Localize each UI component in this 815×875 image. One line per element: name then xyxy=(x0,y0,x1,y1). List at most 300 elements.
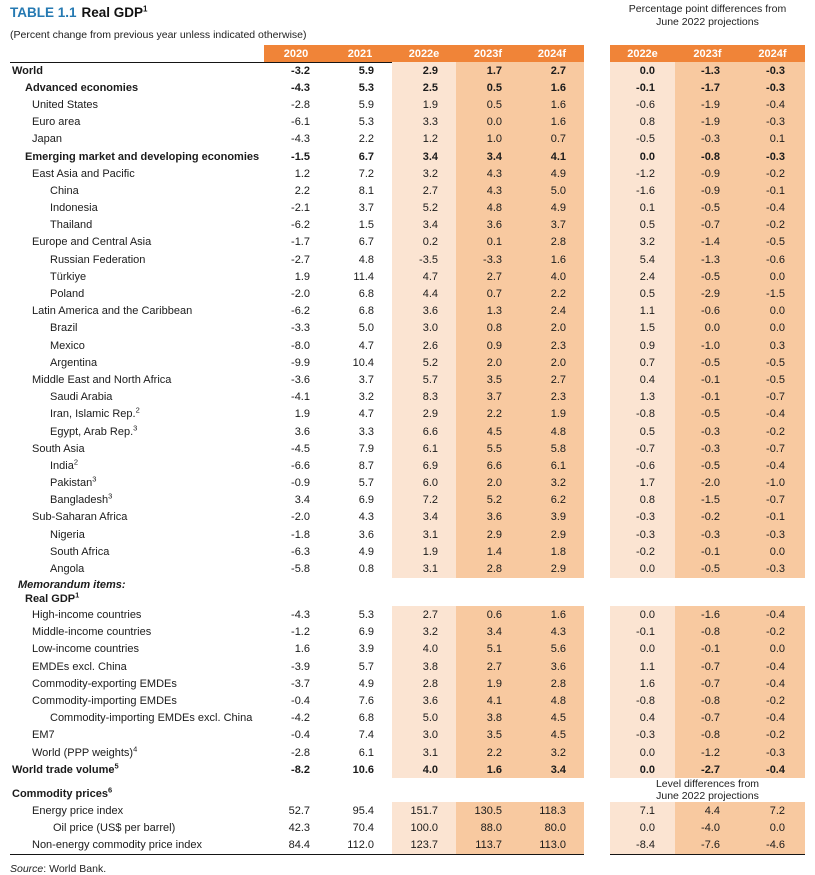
gdp-value-cell: -2.0 xyxy=(291,511,310,524)
gdp-value-cell: -2.8 xyxy=(291,746,310,759)
gdp-value-cell: 6.8 xyxy=(358,712,374,725)
table-row xyxy=(10,131,815,148)
diff-value-cell: -0.7 xyxy=(740,389,805,406)
diff-value-cell: -0.3 xyxy=(610,526,675,543)
gdp-value-cell: 3.9 xyxy=(358,643,374,656)
diff-value-cell: -0.3 xyxy=(740,560,805,577)
gdp-value-cell: 6.0 xyxy=(392,475,456,492)
row-label: EM7 xyxy=(32,729,55,742)
gdp-value-cell: 0.2 xyxy=(392,234,456,251)
diff-value-cell: 0.7 xyxy=(610,354,675,371)
diff-value-cell: -0.5 xyxy=(740,371,805,388)
table-row xyxy=(10,837,815,854)
gdp-value-cell: 6.2 xyxy=(520,492,584,509)
diff-value-cell: 0.3 xyxy=(740,337,805,354)
gdp-value-cell: 4.1 xyxy=(456,692,520,709)
gdp-value-cell: 2.7 xyxy=(392,182,456,199)
gdp-value-cell: 4.3 xyxy=(358,511,374,524)
diff-value-cell: -0.4 xyxy=(740,658,805,675)
table-row xyxy=(10,475,815,492)
gdp-value-cell: 3.5 xyxy=(456,727,520,744)
gdp-value-cell: 1.0 xyxy=(456,131,520,148)
row-label: Non-energy commodity price index xyxy=(32,839,202,852)
row-label: Commodity-exporting EMDEs xyxy=(32,677,177,690)
footnote-marker: 1 xyxy=(75,590,80,600)
gdp-value-cell: 11.4 xyxy=(353,270,374,283)
diff-value-cell: -0.4 xyxy=(740,457,805,474)
gdp-value-cell: 5.7 xyxy=(392,371,456,388)
panel-gap xyxy=(584,560,610,577)
row-label: Indonesia xyxy=(50,202,98,215)
panel-gap xyxy=(584,641,610,658)
gdp-value-cell: 7.6 xyxy=(358,694,374,707)
row-label: Japan xyxy=(32,133,62,146)
table-row xyxy=(10,114,815,131)
table-row xyxy=(10,624,815,641)
diff-value-cell: -0.1 xyxy=(675,371,740,388)
diff-value-cell: 0.8 xyxy=(610,492,675,509)
gdp-value-cell: 2.7 xyxy=(520,371,584,388)
table-body xyxy=(10,62,815,778)
row-label: World xyxy=(12,64,43,77)
gdp-value-cell: -0.4 xyxy=(291,694,310,707)
diff-value-cell: 4.4 xyxy=(675,802,740,819)
diff-value-cell: -7.6 xyxy=(675,837,740,854)
diff-value-cell: -0.3 xyxy=(610,509,675,526)
diff-value-cell: -0.7 xyxy=(675,217,740,234)
table-row xyxy=(10,457,815,474)
row-label: Argentina xyxy=(50,356,98,369)
commodity-footnote-marker: 6 xyxy=(107,785,113,795)
gdp-value-cell: 1.4 xyxy=(456,543,520,560)
panel-gap xyxy=(584,251,610,268)
table-row xyxy=(10,543,815,560)
gdp-value-cell: 1.7 xyxy=(456,62,520,79)
diff-value-cell: -0.4 xyxy=(740,200,805,217)
diff-value-cell: -0.5 xyxy=(740,354,805,371)
gdp-value-cell: 4.7 xyxy=(358,339,374,352)
table-row xyxy=(10,268,815,285)
gdp-value-cell: 3.9 xyxy=(520,509,584,526)
diff-value-cell: -0.5 xyxy=(675,406,740,423)
gdp-value-cell: 3.6 xyxy=(456,509,520,526)
gdp-value-cell: 5.1 xyxy=(456,641,520,658)
gdp-value-cell: 2.2 xyxy=(456,744,520,761)
gdp-value-cell: 6.9 xyxy=(358,494,374,507)
gdp-value-cell: 0.1 xyxy=(456,234,520,251)
gdp-value-cell: -6.2 xyxy=(291,219,310,232)
table-row xyxy=(10,389,815,406)
level-differences-note xyxy=(610,778,805,802)
gdp-value-cell: 5.2 xyxy=(392,354,456,371)
gdp-value-cell: 3.8 xyxy=(456,710,520,727)
row-label: World (PPP weights)$^4$ xyxy=(32,743,138,759)
table-row xyxy=(10,440,815,457)
diff-value-cell: 5.4 xyxy=(610,251,675,268)
gdp-value-cell: 3.8 xyxy=(392,658,456,675)
gdp-value-cell: 1.3 xyxy=(456,303,520,320)
gdp-value-cell: 112.0 xyxy=(347,839,374,852)
diff-value-cell: 0.9 xyxy=(610,337,675,354)
gdp-value-cell: 2.8 xyxy=(520,234,584,251)
column-header: 2024f xyxy=(520,45,584,62)
table-row xyxy=(10,744,815,761)
panel-gap xyxy=(584,131,610,148)
panel-gap xyxy=(584,234,610,251)
gdp-value-cell: 3.6 xyxy=(392,692,456,709)
right-bottom-rule xyxy=(610,854,805,856)
gdp-value-cell: 7.9 xyxy=(358,442,374,455)
gdp-value-cell: 3.4 xyxy=(520,761,584,778)
diff-value-cell: 0.0 xyxy=(740,819,805,836)
gdp-value-cell: 4.3 xyxy=(520,624,584,641)
panel-gap xyxy=(584,675,610,692)
diff-value-cell: 1.1 xyxy=(610,658,675,675)
row-label: Mexico xyxy=(50,339,85,352)
gdp-value-cell: -6.6 xyxy=(291,459,310,472)
gdp-value-cell: 2.7 xyxy=(456,658,520,675)
diff-value-cell: -0.1 xyxy=(740,509,805,526)
panel-gap xyxy=(584,457,610,474)
gdp-value-cell: 5.3 xyxy=(358,81,374,94)
gdp-value-cell: 3.6 xyxy=(456,217,520,234)
gdp-value-cell: 1.9 xyxy=(294,270,310,283)
gdp-value-cell: -6.3 xyxy=(291,545,310,558)
commodity-prices-header: Commodity prices$^6$ xyxy=(12,785,113,801)
row-label: East Asia and Pacific xyxy=(32,167,135,180)
table-row xyxy=(10,200,815,217)
gdp-value-cell: 0.6 xyxy=(456,606,520,623)
diff-value-cell: -0.7 xyxy=(675,658,740,675)
diff-value-cell: -0.8 xyxy=(675,624,740,641)
diff-value-cell: -0.4 xyxy=(740,606,805,623)
diff-value-cell: -0.3 xyxy=(740,114,805,131)
table-row xyxy=(10,165,815,182)
table-row xyxy=(10,658,815,675)
table-row xyxy=(10,423,815,440)
gdp-value-cell: -4.2 xyxy=(291,712,310,725)
gdp-value-cell: 2.2 xyxy=(358,133,374,146)
column-header: 2022e xyxy=(610,45,675,62)
panel-gap xyxy=(584,578,610,592)
gdp-value-cell: 3.5 xyxy=(456,371,520,388)
diff-value-cell: -0.2 xyxy=(740,165,805,182)
column-header: 2021 xyxy=(328,45,392,62)
footnote-marker: 3 xyxy=(133,422,138,432)
table-row xyxy=(10,371,815,388)
gdp-value-cell: 2.2 xyxy=(456,406,520,423)
gdp-value-cell: 5.3 xyxy=(358,116,374,129)
diff-value-cell: 0.8 xyxy=(610,114,675,131)
gdp-value-cell: 7.2 xyxy=(358,167,374,180)
diff-value-cell: 1.5 xyxy=(610,320,675,337)
row-label: Commodity-importing EMDEs excl. China xyxy=(50,712,253,725)
gdp-value-cell: 0.7 xyxy=(520,131,584,148)
diff-value-cell: -0.1 xyxy=(675,543,740,560)
row-label: Nigeria xyxy=(50,528,85,541)
gdp-value-cell: 3.6 xyxy=(358,528,374,541)
row-label: Poland xyxy=(50,288,85,301)
row-label: Memorandum items: xyxy=(18,578,126,591)
gdp-value-cell: 6.8 xyxy=(358,288,374,301)
diff-value-cell: -0.3 xyxy=(740,744,805,761)
diff-value-cell: -0.4 xyxy=(740,761,805,778)
gdp-value-cell: 5.7 xyxy=(358,660,374,673)
row-label: Emerging market and developing economies xyxy=(25,150,260,163)
panel-gap xyxy=(584,182,610,199)
gdp-value-cell: 70.4 xyxy=(352,822,374,835)
diff-value-cell: -0.7 xyxy=(740,492,805,509)
table-title-text: Real GDP$^1$ xyxy=(81,4,148,20)
row-label: Pakistan$^3$ xyxy=(50,474,97,490)
gdp-value-cell: 2.0 xyxy=(520,320,584,337)
diff-value-cell: -0.4 xyxy=(740,710,805,727)
diff-value-cell: 0.0 xyxy=(610,819,675,836)
diff-value-cell: -1.3 xyxy=(675,62,740,79)
gdp-value-cell: 3.6 xyxy=(520,658,584,675)
row-label: Middle-income countries xyxy=(32,626,152,639)
diff-value-cell: 7.1 xyxy=(610,802,675,819)
gdp-value-cell: 1.5 xyxy=(358,219,374,232)
gdp-value-cell: 2.6 xyxy=(392,337,456,354)
commodity-header-group xyxy=(10,778,584,802)
gdp-value-cell: 3.1 xyxy=(392,526,456,543)
gdp-value-cell: -5.8 xyxy=(291,563,310,576)
gdp-value-cell: 3.4 xyxy=(392,509,456,526)
gdp-value-cell: 88.0 xyxy=(456,819,520,836)
gdp-value-cell: 1.6 xyxy=(520,606,584,623)
row-label: Brazil xyxy=(50,322,78,335)
gdp-value-cell xyxy=(520,578,584,592)
diff-value-cell: -2.7 xyxy=(675,761,740,778)
gdp-value-cell: -2.1 xyxy=(291,202,310,215)
gdp-value-cell: -3.9 xyxy=(291,660,310,673)
gdp-value-cell: -4.5 xyxy=(291,442,310,455)
gdp-value-cell: 4.7 xyxy=(358,408,374,421)
gdp-value-cell: 123.7 xyxy=(392,837,456,854)
gdp-value-cell: 7.4 xyxy=(358,729,374,742)
diff-value-cell: -0.5 xyxy=(675,268,740,285)
gdp-value-cell: 0.7 xyxy=(456,285,520,302)
gdp-value-cell: -1.2 xyxy=(291,626,310,639)
gdp-value-cell: 5.9 xyxy=(358,64,374,77)
gdp-value-cell xyxy=(520,592,584,606)
gdp-value-cell: 1.9 xyxy=(392,543,456,560)
row-label: Latin America and the Caribbean xyxy=(32,305,193,318)
diff-value-cell: -1.0 xyxy=(740,475,805,492)
gdp-value-cell: 4.0 xyxy=(392,761,456,778)
diff-value-cell: 3.2 xyxy=(610,234,675,251)
gdp-value-cell: 3.6 xyxy=(294,425,310,438)
gdp-value-cell: 2.5 xyxy=(392,79,456,96)
diff-value-cell: -1.5 xyxy=(675,492,740,509)
diff-value-cell: 0.0 xyxy=(740,268,805,285)
diff-value-cell: -0.8 xyxy=(610,692,675,709)
panel-gap xyxy=(584,526,610,543)
gdp-value-cell: 2.0 xyxy=(456,354,520,371)
footnote-marker: 2 xyxy=(135,405,140,415)
source-note xyxy=(10,863,815,875)
column-header: 2020 xyxy=(264,45,328,62)
gdp-value-cell: 3.4 xyxy=(392,148,456,165)
diff-value-cell: 0.5 xyxy=(610,217,675,234)
gdp-value-cell: 113.0 xyxy=(520,837,584,854)
gdp-value-cell: 2.7 xyxy=(456,268,520,285)
level-differences-line2: June 2022 projections xyxy=(656,790,759,803)
gdp-value-cell: 5.9 xyxy=(358,98,374,111)
footnote-marker: 4 xyxy=(133,743,138,753)
panel-gap xyxy=(584,692,610,709)
gdp-value-cell: 6.6 xyxy=(392,423,456,440)
table-row xyxy=(10,492,815,509)
footnote-marker: 2 xyxy=(73,457,79,467)
panel-gap xyxy=(584,475,610,492)
table-row xyxy=(10,337,815,354)
gdp-value-cell: 3.4 xyxy=(392,217,456,234)
gdp-value-cell: 84.4 xyxy=(288,839,310,852)
gdp-value-cell: -2.8 xyxy=(291,98,310,111)
diff-value-cell: -4.6 xyxy=(740,837,805,854)
source-text: : World Bank. xyxy=(43,862,107,875)
gdp-value-cell: 8.7 xyxy=(358,459,374,472)
gdp-value-cell: -1.5 xyxy=(291,150,310,163)
gdp-value-cell: 3.7 xyxy=(358,202,374,215)
commodity-section-header-zone xyxy=(10,778,815,802)
gdp-value-cell: 4.3 xyxy=(456,165,520,182)
panel-gap xyxy=(584,371,610,388)
diff-value-cell: 0.4 xyxy=(610,710,675,727)
gdp-value-cell: 113.7 xyxy=(456,837,520,854)
table-row xyxy=(10,710,815,727)
gdp-value-cell: -6.2 xyxy=(291,305,310,318)
gdp-value-cell: 4.9 xyxy=(358,545,374,558)
gdp-value-cell: 3.1 xyxy=(392,560,456,577)
diff-value-cell: -1.3 xyxy=(675,251,740,268)
diff-value-cell: -0.9 xyxy=(675,182,740,199)
gdp-value-cell: 0.0 xyxy=(456,114,520,131)
row-label: Bangladesh$^3$ xyxy=(50,491,113,507)
row-label: Sub-Saharan Africa xyxy=(32,511,128,524)
diff-value-cell: 0.0 xyxy=(610,761,675,778)
gdp-value-cell: 0.5 xyxy=(456,79,520,96)
diff-value-cell: -4.0 xyxy=(675,819,740,836)
gdp-value-cell xyxy=(264,592,328,606)
diff-value-cell: -0.3 xyxy=(740,148,805,165)
gdp-value-cell: -4.3 xyxy=(291,81,310,94)
table-row xyxy=(10,675,815,692)
table-row xyxy=(10,182,815,199)
panel-gap xyxy=(584,606,610,623)
diff-value-cell: -1.7 xyxy=(675,79,740,96)
diff-value-cell xyxy=(675,592,740,606)
gdp-value-cell: 5.0 xyxy=(520,182,584,199)
gdp-value-cell: 6.6 xyxy=(456,457,520,474)
diff-value-cell: -0.3 xyxy=(740,526,805,543)
diff-value-cell: 0.0 xyxy=(740,543,805,560)
table-row xyxy=(10,320,815,337)
row-label: Iran, Islamic Rep.$^2$ xyxy=(50,405,140,421)
table-row xyxy=(10,578,815,592)
gdp-value-cell: 3.3 xyxy=(392,114,456,131)
gdp-value-cell: 4.1 xyxy=(520,148,584,165)
diff-value-cell xyxy=(740,592,805,606)
gdp-value-cell: 3.0 xyxy=(392,727,456,744)
diff-value-cell: -0.7 xyxy=(675,675,740,692)
diff-value-cell: -0.5 xyxy=(675,354,740,371)
row-label: Oil price (US$ per barrel) xyxy=(53,822,176,835)
gdp-value-cell: 0.5 xyxy=(456,96,520,113)
gdp-value-cell: 42.3 xyxy=(288,822,310,835)
gdp-value-cell: 6.7 xyxy=(358,150,374,163)
row-label: Türkiye xyxy=(50,270,87,283)
diff-value-cell: -1.9 xyxy=(675,96,740,113)
diff-value-cell: -0.5 xyxy=(610,131,675,148)
table-header-area xyxy=(10,0,815,45)
diff-value-cell: -1.6 xyxy=(675,606,740,623)
gdp-value-cell: 2.2 xyxy=(294,184,310,197)
gdp-value-cell: 1.6 xyxy=(456,761,520,778)
gdp-value-cell: -6.1 xyxy=(291,116,310,129)
gdp-value-cell: 130.5 xyxy=(456,802,520,819)
gdp-value-cell: 3.0 xyxy=(392,320,456,337)
gdp-value-cell: 4.9 xyxy=(520,200,584,217)
diff-value-cell: -1.4 xyxy=(675,234,740,251)
diff-value-cell: 0.1 xyxy=(610,200,675,217)
gdp-value-cell: 2.9 xyxy=(456,526,520,543)
diff-value-cell: -0.3 xyxy=(675,526,740,543)
diff-value-cell: -0.8 xyxy=(675,692,740,709)
gdp-value-cell: -0.9 xyxy=(291,477,310,490)
row-label: Russian Federation xyxy=(50,253,146,266)
gdp-value-cell: 1.8 xyxy=(520,543,584,560)
gdp-value-cell: 5.0 xyxy=(392,710,456,727)
gdp-value-cell: 4.7 xyxy=(392,268,456,285)
gdp-value-cell: 10.6 xyxy=(352,763,374,776)
bottom-rules xyxy=(10,854,815,856)
row-label: World trade volume$^5$ xyxy=(12,761,119,776)
row-label: Middle East and North Africa xyxy=(32,373,172,386)
table-row xyxy=(10,217,815,234)
diff-value-cell: 0.4 xyxy=(610,371,675,388)
diff-value-cell: -2.9 xyxy=(675,285,740,302)
gdp-value-cell: 4.8 xyxy=(520,423,584,440)
gdp-value-cell: 4.8 xyxy=(456,200,520,217)
diff-value-cell: -0.3 xyxy=(740,79,805,96)
table-row xyxy=(10,692,815,709)
diff-value-cell: 1.3 xyxy=(610,389,675,406)
gdp-value-cell: 4.0 xyxy=(520,268,584,285)
row-label: Low-income countries xyxy=(32,643,139,656)
table-row xyxy=(10,802,815,819)
gdp-value-cell xyxy=(456,592,520,606)
gdp-value-cell xyxy=(392,592,456,606)
gdp-value-cell: 4.3 xyxy=(456,182,520,199)
diff-value-cell: -0.5 xyxy=(675,457,740,474)
label-column-spacer xyxy=(10,45,264,62)
column-header: 2023f xyxy=(456,45,520,62)
diff-value-cell: 0.0 xyxy=(610,606,675,623)
panel-gap xyxy=(584,509,610,526)
table-row xyxy=(10,526,815,543)
gdp-value-cell: 3.2 xyxy=(520,744,584,761)
gdp-value-cell: 2.9 xyxy=(392,406,456,423)
gdp-value-cell: 4.4 xyxy=(392,285,456,302)
gdp-value-cell: -2.7 xyxy=(291,253,310,266)
gdp-value-cell: 3.7 xyxy=(520,217,584,234)
diff-value-cell: -0.6 xyxy=(675,303,740,320)
diff-value-cell: -0.5 xyxy=(740,234,805,251)
gdp-value-cell: 2.7 xyxy=(392,606,456,623)
